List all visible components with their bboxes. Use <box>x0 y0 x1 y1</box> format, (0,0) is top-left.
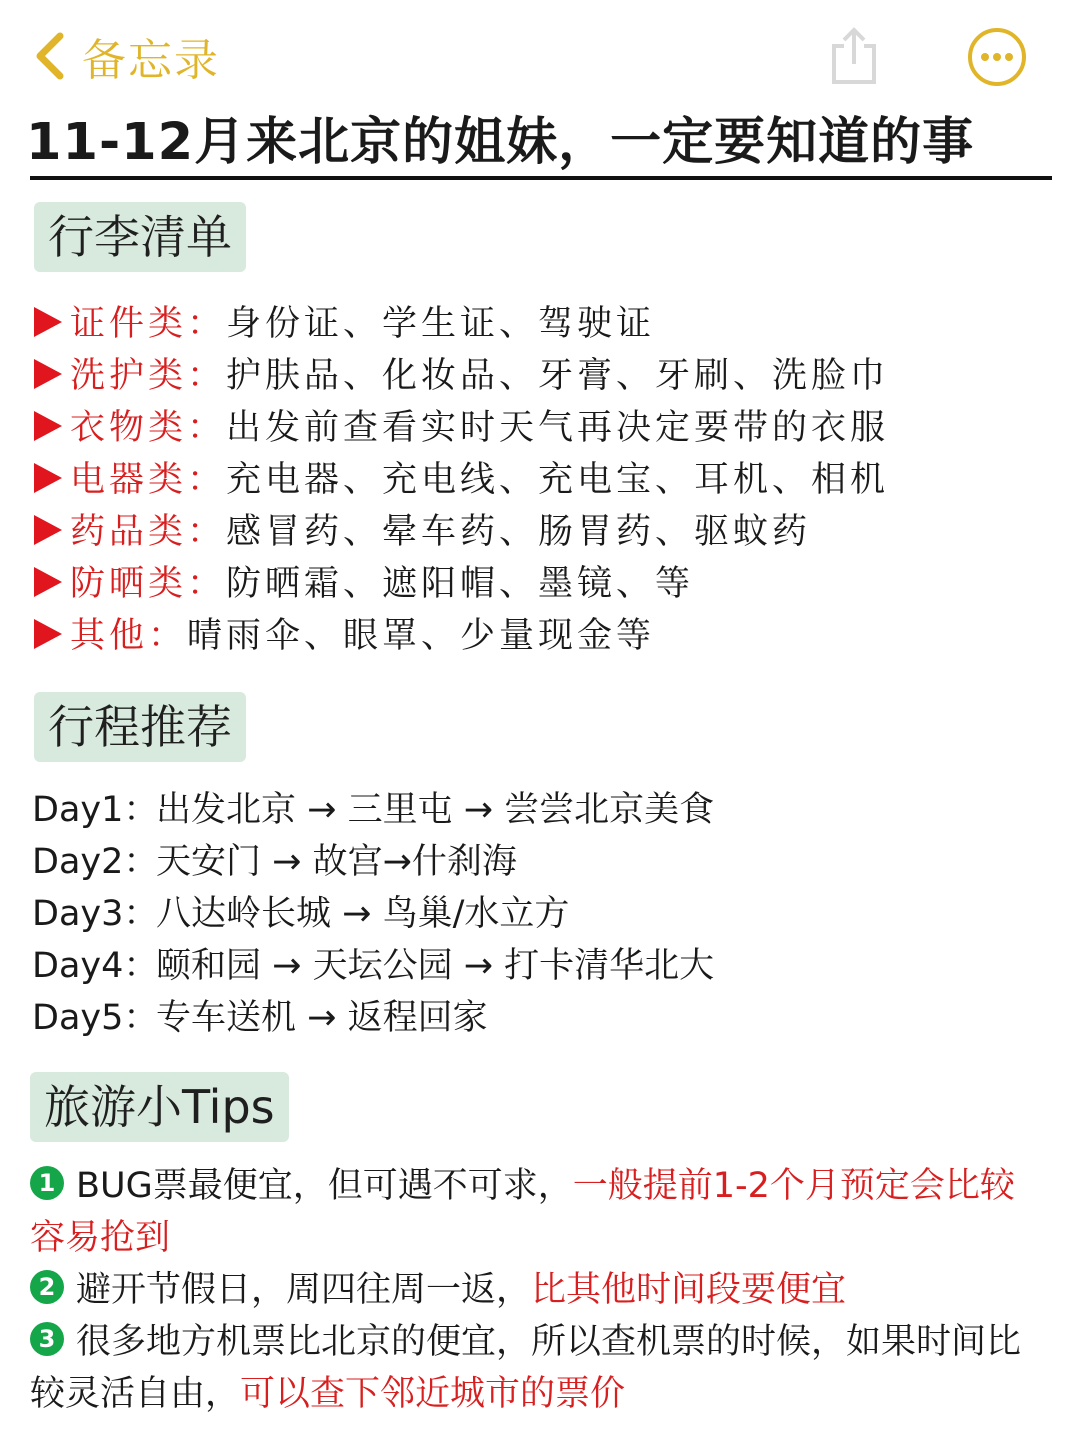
itinerary-list <box>32 784 714 1044</box>
packing-category: 防晒类： <box>70 564 227 604</box>
tip-text: BUG票最便宜，但可遇不可求， <box>76 1166 573 1206</box>
section-heading-tips: 旅游小Tips <box>30 1072 289 1142</box>
packing-items: 充电器、充电线、充电宝、耳机、相机 <box>226 460 890 500</box>
triangle-bullet-icon <box>34 411 62 441</box>
packing-category: 证件类： <box>70 304 227 344</box>
day-route: 颐和园 → 天坛公园 → 打卡清华北大 <box>156 946 715 986</box>
day-label: Day2： <box>32 842 159 882</box>
itinerary-row <box>32 784 714 836</box>
packing-item <box>34 506 889 558</box>
day-route: 专车送机 → 返程回家 <box>156 998 488 1038</box>
day-label: Day1： <box>32 790 159 830</box>
number-badge-icon: 1 <box>30 1166 64 1200</box>
triangle-bullet-icon <box>34 307 62 337</box>
triangle-bullet-icon <box>34 463 62 493</box>
tip-item <box>30 1316 1030 1420</box>
back-label: 备忘录 <box>82 35 220 86</box>
note-title: 11-12月来北京的姐妹，一定要知道的事 <box>26 113 975 172</box>
packing-category: 洗护类： <box>70 356 227 396</box>
packing-item <box>34 610 889 662</box>
packing-items: 防晒霜、遮阳帽、墨镜、等 <box>226 564 695 604</box>
packing-item <box>34 402 889 454</box>
triangle-bullet-icon <box>34 567 62 597</box>
packing-items: 身份证、学生证、驾驶证 <box>226 304 656 344</box>
tip-highlight: 一般提前1-2个月预定会比较容易抢到 <box>30 1166 1015 1258</box>
section-heading-itinerary: 行程推荐 <box>34 692 246 762</box>
tip-item <box>30 1264 1030 1316</box>
tip-text: 很多地方机票比北京的便宜，所以查机票的时候，如果时间比较灵活自由， <box>30 1322 1022 1414</box>
number-badge-icon: 3 <box>30 1322 64 1356</box>
itinerary-row <box>32 888 714 940</box>
itinerary-row <box>32 992 714 1044</box>
triangle-bullet-icon <box>34 619 62 649</box>
top-nav-bar <box>0 0 1080 110</box>
back-button[interactable] <box>28 26 220 86</box>
packing-item <box>34 558 889 610</box>
day-label: Day4： <box>32 946 159 986</box>
packing-category: 其他： <box>70 616 188 656</box>
packing-items: 出发前查看实时天气再决定要带的衣服 <box>226 408 890 448</box>
packing-items: 晴雨伞、眼罩、少量现金等 <box>187 616 656 656</box>
day-route: 出发北京 → 三里屯 → 尝尝北京美食 <box>156 790 715 830</box>
packing-items: 感冒药、晕车药、肠胃药、驱蚊药 <box>226 512 812 552</box>
packing-item <box>34 298 889 350</box>
section-heading-packing: 行李清单 <box>34 202 246 272</box>
packing-item <box>34 454 889 506</box>
more-icon[interactable] <box>966 26 1028 88</box>
itinerary-row <box>32 836 714 888</box>
packing-category: 衣物类： <box>70 408 227 448</box>
packing-category: 电器类： <box>70 460 227 500</box>
packing-list <box>34 298 889 662</box>
triangle-bullet-icon <box>34 359 62 389</box>
tip-text: 避开节假日，周四往周一返， <box>76 1270 532 1310</box>
tip-highlight: 比其他时间段要便宜 <box>531 1270 847 1310</box>
day-route: 天安门 → 故宫→什刹海 <box>156 842 517 882</box>
share-icon[interactable] <box>828 24 880 86</box>
itinerary-row <box>32 940 714 992</box>
chevron-left-icon <box>28 26 72 86</box>
day-label: Day5： <box>32 998 159 1038</box>
number-badge-icon: 2 <box>30 1270 64 1304</box>
day-label: Day3： <box>32 894 159 934</box>
tip-highlight: 可以查下邻近城市的票价 <box>240 1374 626 1414</box>
packing-category: 药品类： <box>70 512 227 552</box>
triangle-bullet-icon <box>34 515 62 545</box>
title-divider <box>30 176 1052 180</box>
tips-list <box>30 1160 1030 1420</box>
packing-item <box>34 350 889 402</box>
packing-items: 护肤品、化妆品、牙膏、牙刷、洗脸巾 <box>226 356 890 396</box>
tip-item <box>30 1160 1030 1264</box>
day-route: 八达岭长城 → 鸟巢/水立方 <box>156 894 570 934</box>
